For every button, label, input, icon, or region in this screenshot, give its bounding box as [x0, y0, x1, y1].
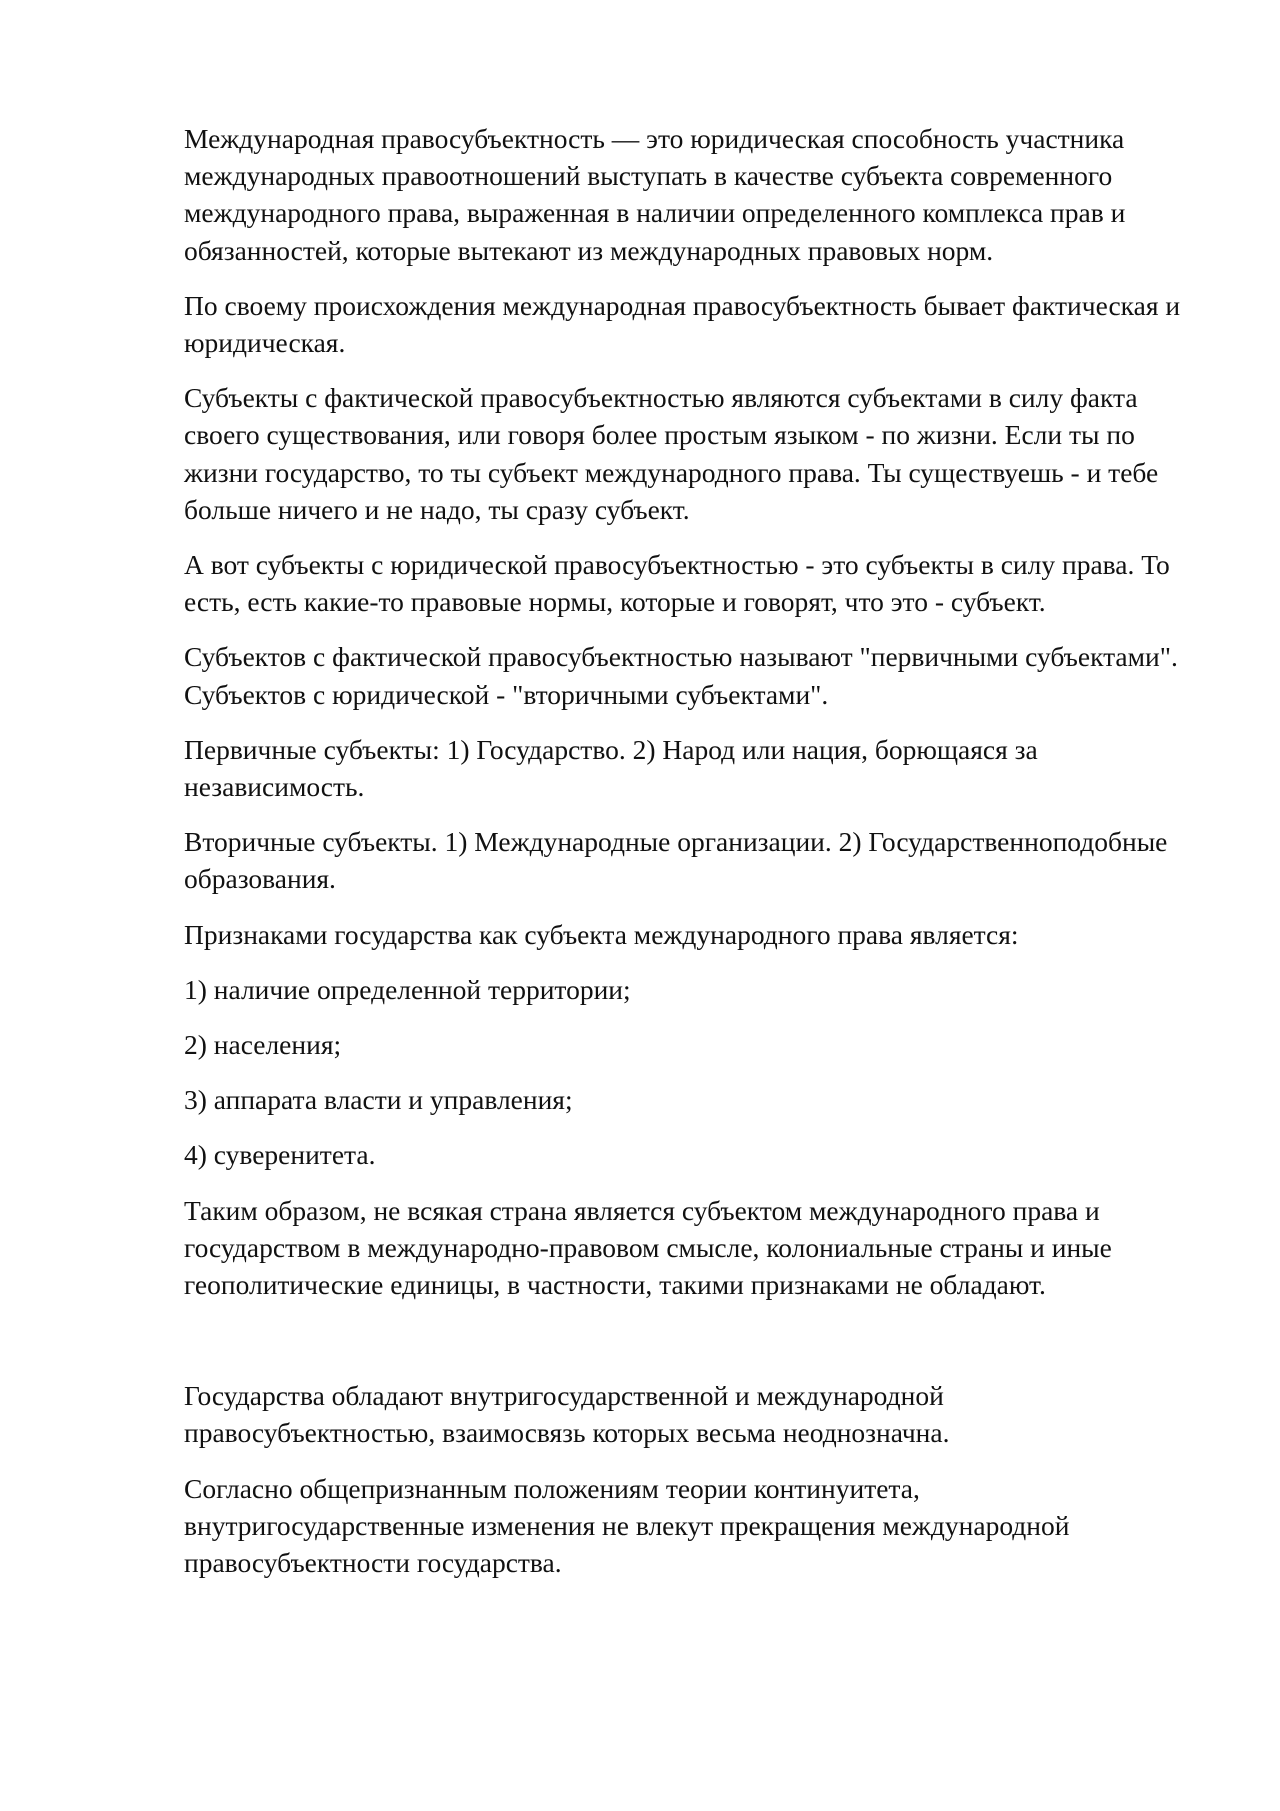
- paragraph-primary-list: Первичные субъекты: 1) Государство. 2) Народ или нация, борющаяся за независимость.: [184, 733, 1038, 803]
- paragraph-legal-subjects: А вот субъекты с юридической правосубъектностью - это субъекты в силу права. То есть, есть какие-то правовые нормы, которые и говорят, что это - субъект.: [184, 549, 1170, 618]
- paragraph-factual-subjects: Субъекты с фактической правосубъектностью являются субъектами в силу факта своего существования, или говоря более простым языком - по жизни. Если ты по жизни государство, то ты субъект международного права. Ты существуешь - и тебе больше ничего и не надо, ты сразу субъект.: [184, 382, 1159, 525]
- paragraph-conclusion: Таким образом, не всякая страна является субъектом международного права и государством в международно-правовом смысле, колониальные страны и иные геополитические единицы, в частности, такими признаками не обладают.: [184, 1194, 1112, 1301]
- paragraph-state-features-intro: Признаками государства как субъекта международного права является:: [184, 918, 1019, 950]
- paragraph-continuity-theory: Согласно общепризнанным положениям теории континуитета, внутригосударственные изменения не влекут прекращения международной правосубъектности государства.: [184, 1472, 1070, 1579]
- list-item-territory: 1) наличие определенной территории;: [184, 973, 631, 1005]
- list-item-sovereignty: 4) суверенитета.: [184, 1139, 376, 1171]
- list-item-government: 3) аппарата власти и управления;: [184, 1084, 573, 1116]
- paragraph-dual-personality: Государства обладают внутригосударственной и международной правосубъектностью, взаимосвязь которых весьма неоднозначна.: [184, 1380, 950, 1449]
- paragraph-secondary-list: Вторичные субъекты. 1) Международные организации. 2) Государственноподобные образования.: [184, 826, 1168, 895]
- paragraph-primary-secondary: Субъектов с фактической правосубъектностью называют "первичными субъектами". Субъектов с юридической - "вторичными субъектами".: [184, 641, 1178, 710]
- list-item-population: 2) населения;: [184, 1029, 342, 1061]
- paragraph-definition: Международная правосубъектность — это юридическая способность участника международных правоотношений выступать в качестве субъекта современного международного права, выраженная в наличии определенного комплекса прав и обязанностей, которые вытекают из международных правовых норм.: [184, 123, 1126, 266]
- document-page: [184, 120, 1184, 1599]
- paragraph-origin: По своему происхождения международная правосубъектность бывает фактическая и юридическая.: [184, 289, 1181, 359]
